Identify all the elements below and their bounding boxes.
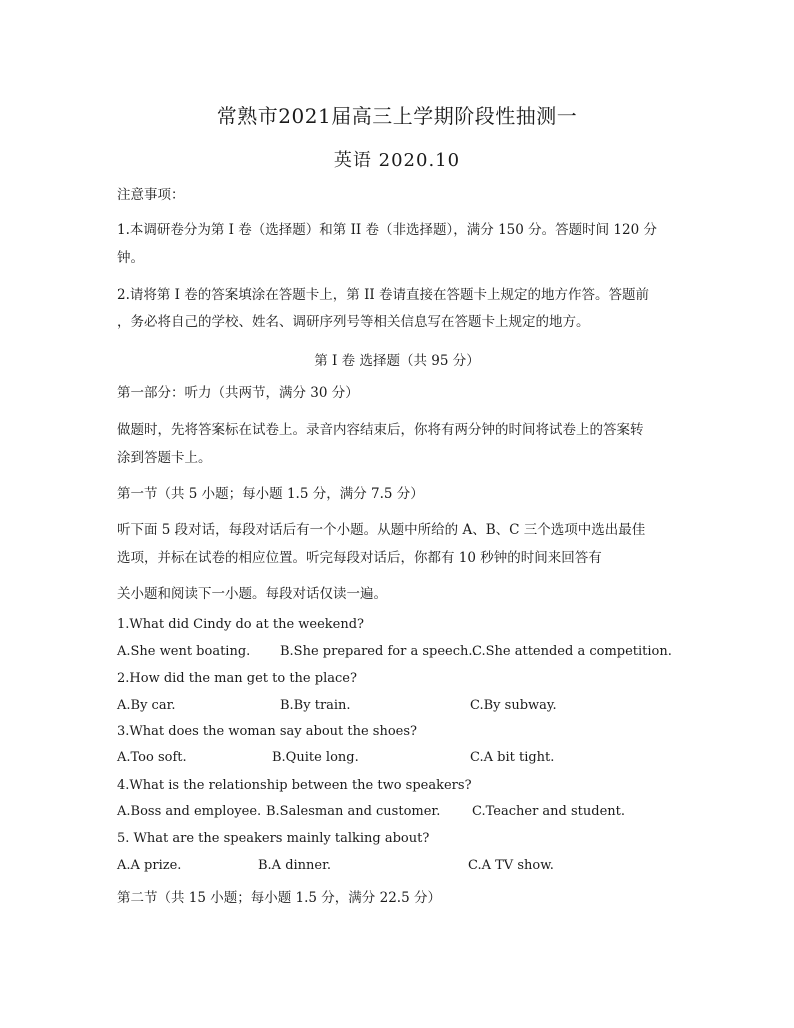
question-5-option-c: C.A TV show.: [468, 858, 554, 873]
exam-subject: 英语 2020.10: [333, 150, 461, 171]
question-3-option-c: C.A bit tight.: [470, 750, 555, 765]
notes-item1-line2: 钟。: [117, 250, 144, 266]
question-4-option-c: C.Teacher and student.: [472, 804, 626, 819]
part1-heading: 第一部分：听力（共两节，满分 30 分）: [117, 385, 359, 401]
question-2-option-a: A.By car.: [117, 698, 176, 713]
exam-title: 常熟市2021届高三上学期阶段性抽测一: [216, 104, 578, 128]
question-5-stem: 5. What are the speakers mainly talking about?: [117, 831, 430, 846]
question-2-stem: 2.How did the man get to the place?: [117, 671, 357, 686]
question-1-option-b: B.She prepared for a speech..: [280, 644, 477, 659]
question-3-option-a: A.Too soft.: [117, 750, 187, 765]
notes-item2-line2: ，务必将自己的学校、姓名、调研序列号等相关信息写在答题卡上规定的地方。: [117, 314, 590, 330]
question-1-option-c: C.She attended a competition.: [472, 644, 672, 659]
section1-line1: 听下面 5 段对话，每段对话后有一个小题。从题中所给的 A、B、C 三个选项中选出最佳: [117, 522, 646, 538]
notes-item2-line1: 2.请将第 I 卷的答案填涂在答题卡上，第 II 卷请直接在答题卡上规定的地方作答。答题前: [117, 287, 650, 303]
question-5-option-a: A.A prize.: [117, 858, 182, 873]
question-1-option-a: A.She went boating.: [117, 644, 251, 659]
section2-heading: 第二节（共 15 小题；每小题 1.5 分，满分 22.5 分）: [117, 890, 441, 906]
notes-item1-line1: 1.本调研卷分为第 I 卷（选择题）和第 II 卷（非选择题），满分 150 分。答题时间 120 分: [117, 222, 657, 238]
question-5-option-b: B.A dinner.: [258, 858, 332, 873]
question-4-stem: 4.What is the relationship between the two speakers?: [117, 778, 472, 793]
question-4-option-b: B.Salesman and customer.: [266, 804, 441, 819]
section1-heading: 第一节（共 5 小题；每小题 1.5 分，满分 7.5 分）: [117, 486, 424, 502]
instr-line2: 涂到答题卡上。: [117, 450, 212, 466]
section1-line2: 选项，并标在试卷的相应位置。听完每段对话后，你都有 10 秒钟的时间来回答有: [117, 550, 602, 566]
question-3-stem: 3.What does the woman say about the shoes?: [117, 724, 418, 739]
question-2-option-c: C.By subway.: [470, 698, 557, 713]
instr-line1: 做题时，先将答案标在试卷上。录音内容结束后，你将有两分钟的时间将试卷上的答案转: [117, 422, 644, 438]
volume1-heading: 第 I 卷 选择题（共 95 分）: [314, 353, 480, 369]
question-1-stem: 1.What did Cindy do at the weekend?: [117, 617, 365, 632]
notes-heading: 注意事项：: [117, 187, 185, 203]
question-4-option-a: A.Boss and employee.: [117, 804, 262, 819]
question-2-option-b: B.By train.: [280, 698, 351, 713]
section1-line3: 关小题和阅读下一小题。每段对话仅读一遍。: [117, 586, 387, 602]
question-3-option-b: B.Quite long.: [272, 750, 359, 765]
